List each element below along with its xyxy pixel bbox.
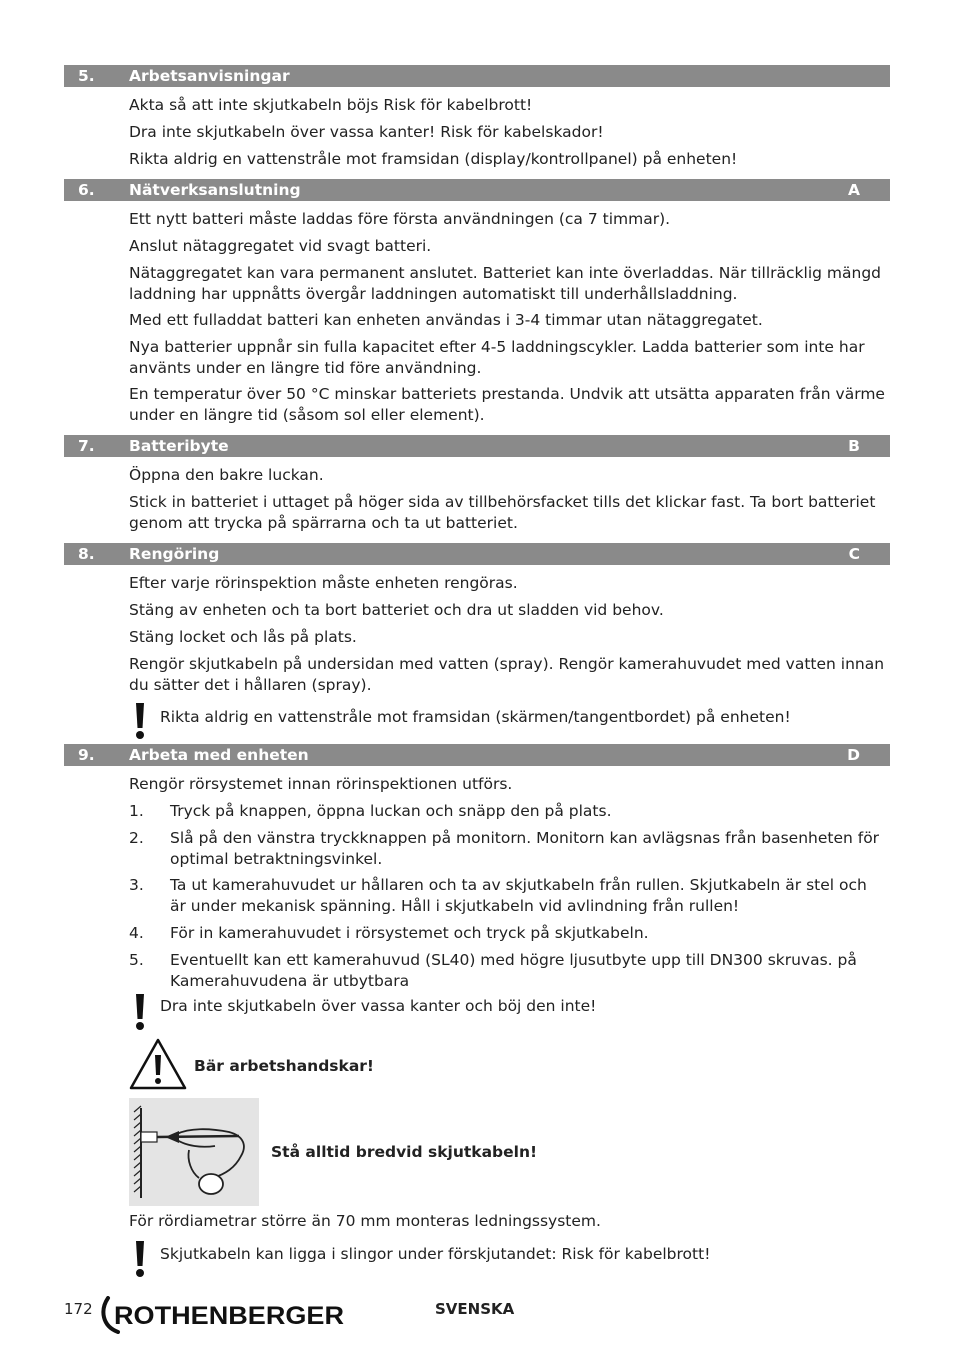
operator-figure-icon	[129, 1098, 259, 1206]
section-number: 6.	[78, 181, 95, 199]
stand-text: Stå alltid bredvid skjutkabeln!	[271, 1143, 538, 1161]
page-number: 172	[64, 1300, 93, 1318]
paragraph: Med ett fulladdat batteri kan enheten användas i 3-4 timmar utan nätaggregatet.	[129, 311, 763, 329]
section-title: Arbeta med enheten	[129, 746, 309, 764]
paragraph: Rikta aldrig en vattenstråle mot framsidan (display/kontrollpanel) på enheten!	[129, 150, 738, 168]
exclamation-icon	[133, 993, 147, 1031]
section-title: Arbetsanvisningar	[129, 67, 290, 85]
section-number: 5.	[78, 67, 95, 85]
section-title: Rengöring	[129, 545, 220, 563]
section-number: 7.	[78, 437, 95, 455]
warning-text: Dra inte skjutkabeln över vassa kanter och böj den inte!	[160, 997, 597, 1015]
step-number: 1.	[129, 802, 144, 820]
paragraph: Ett nytt batteri måste laddas före första användningen (ca 7 timmar).	[129, 210, 671, 228]
figure-ref: B	[848, 437, 860, 455]
paragraph: Rengör rörsystemet innan rörinspektionen utförs.	[129, 775, 513, 793]
warning-text: Skjutkabeln kan ligga i slingor under förskjutandet: Risk för kabelbrott!	[160, 1245, 711, 1263]
section-5-header	[64, 65, 890, 87]
paragraph: Öppna den bakre luckan.	[129, 466, 324, 484]
paragraph: Efter varje rörinspektion måste enheten rengöras.	[129, 574, 518, 592]
paragraph: Akta så att inte skjutkabeln böjs Risk för kabelbrott!	[129, 96, 533, 114]
step-text: För in kamerahuvudet i rörsystemet och tryck på skjutkabeln.	[170, 924, 649, 942]
figure-ref: C	[848, 545, 860, 563]
section-9-header	[64, 744, 890, 766]
language-label: SVENSKA	[435, 1300, 515, 1318]
section-7-header	[64, 435, 890, 457]
paragraph: Nya batterier uppnår sin fulla kapacitet efter 4-5 laddningscykler. Ladda batterier som inte har använts under en längre tid före användning.	[129, 338, 865, 377]
brand-name: ROTHENBERGER	[114, 1302, 344, 1330]
step-number: 3.	[129, 876, 144, 894]
step-text: Tryck på knappen, öppna luckan och snäpp den på plats.	[170, 802, 612, 820]
exclamation-icon	[133, 702, 147, 740]
section-title: Nätverksanslutning	[129, 181, 301, 199]
step-text: Eventuellt kan ett kamerahuvud (SL40) med högre ljusutbyte upp till DN300 skruvas. på Kamerahuvudena är utbytbara	[170, 951, 857, 990]
paragraph: Stäng locket och lås på plats.	[129, 628, 357, 646]
figure-ref: A	[848, 181, 860, 199]
section-8-header	[64, 543, 890, 565]
paragraph: Nätaggregatet kan vara permanent anslutet. Batteriet kan inte överladdas. När tillräcklig mängd laddning har uppnåtts övergår laddningen automatiskt till underhållsladdning.	[129, 264, 881, 303]
step-number: 5.	[129, 951, 144, 969]
rothenberger-logo	[100, 1296, 346, 1334]
section-6-header	[64, 179, 890, 201]
section-number: 9.	[78, 746, 95, 764]
section-title: Batteribyte	[129, 437, 229, 455]
paragraph: Stäng av enheten och ta bort batteriet och dra ut sladden vid behov.	[129, 601, 664, 619]
paragraph: En temperatur över 50 °C minskar batteriets prestanda. Undvik att utsätta apparaten från värme under en längre tid (såsom sol eller element).	[129, 385, 885, 424]
paragraph: Dra inte skjutkabeln över vassa kanter! Risk för kabelskador!	[129, 123, 604, 141]
step-number: 2.	[129, 829, 144, 847]
step-text: Ta ut kamerahuvudet ur hållaren och ta av skjutkabeln från rullen. Skjutkabeln är stel och är under mekanisk spänning. Håll i skjutkabeln vid avlindning från rullen!	[170, 876, 867, 915]
section-number: 8.	[78, 545, 95, 563]
figure-ref: D	[847, 746, 860, 764]
paragraph: Rengör skjutkabeln på undersidan med vatten (spray). Rengör kamerahuvudet med vatten innan du sätter det i hållaren (spray).	[129, 655, 885, 694]
step-number: 4.	[129, 924, 144, 942]
exclamation-icon	[133, 1240, 147, 1278]
gloves-text: Bär arbetshandskar!	[194, 1057, 374, 1075]
warning-text: Rikta aldrig en vattenstråle mot framsidan (skärmen/tangentbordet) på enheten!	[160, 708, 791, 726]
warning-triangle-icon	[128, 1037, 188, 1091]
paragraph: Anslut nätaggregatet vid svagt batteri.	[129, 237, 432, 255]
paragraph: Stick in batteriet i uttaget på höger sida av tillbehörsfacket tills det klickar fast. Ta bort batteriet genom att trycka på spärrarna och ta ut batteriet.	[129, 493, 876, 532]
step-text: Slå på den vänstra tryckknappen på monitorn. Monitorn kan avlägsnas från basenheten för optimal betraktningsvinkel.	[170, 829, 880, 868]
paragraph: För rördiametrar större än 70 mm monteras ledningssystem.	[129, 1212, 601, 1230]
